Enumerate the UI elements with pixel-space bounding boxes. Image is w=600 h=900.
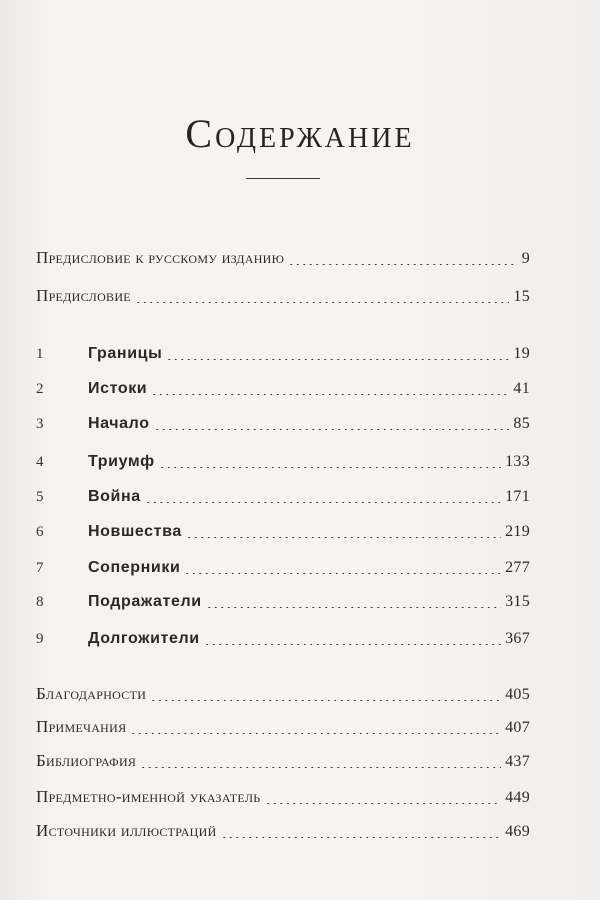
toc-entry-page: 469 <box>505 823 530 840</box>
toc-entry-label: Истоки <box>88 380 148 397</box>
chapter-number: 6 <box>36 524 44 540</box>
toc-entry-chapter-4[interactable] <box>88 451 530 473</box>
toc-entry-page: 407 <box>505 719 530 736</box>
leader-dots <box>150 700 501 701</box>
toc-entry-label: Начало <box>88 415 150 432</box>
toc-entry-page: 19 <box>513 345 530 362</box>
toc-entry-foreword[interactable] <box>36 285 530 308</box>
leader-dots <box>145 502 501 503</box>
toc-entry-label: Предисловие <box>36 286 131 305</box>
chapter-number: 1 <box>36 346 44 362</box>
toc-entry-label: Предисловие к русскому изданию <box>36 248 285 267</box>
toc-entry-foreword-russian[interactable] <box>36 247 530 270</box>
toc-entry-index[interactable] <box>36 786 530 809</box>
toc-entry-page: 171 <box>505 488 530 505</box>
toc-entry-label: Новшества <box>88 523 182 540</box>
toc-entry-page: 449 <box>505 789 530 806</box>
title-divider <box>246 178 320 179</box>
toc-entry-label: Триумф <box>88 453 155 470</box>
chapter-number: 2 <box>36 381 44 397</box>
toc-entry-chapter-7[interactable] <box>88 557 530 579</box>
toc-entry-label: Предметно-именной указатель <box>36 787 261 806</box>
chapter-number: 5 <box>36 489 44 505</box>
toc-entry-chapter-9[interactable] <box>88 628 530 650</box>
toc-entry-label: Библиография <box>36 751 137 770</box>
toc-entry-label: Границы <box>88 345 163 362</box>
toc-entry-chapter-8[interactable] <box>88 591 530 613</box>
toc-entry-label: Примечания <box>36 717 127 736</box>
toc-entry-bibliography[interactable] <box>36 750 530 773</box>
toc-entry-label: Долгожители <box>88 630 200 647</box>
toc-entry-label: Война <box>88 488 141 505</box>
leader-dots <box>186 537 501 538</box>
toc-entry-page: 15 <box>513 288 530 305</box>
toc-entry-page: 85 <box>513 415 530 432</box>
toc-entry-label: Соперники <box>88 559 181 576</box>
leader-dots <box>135 302 509 303</box>
toc-entry-chapter-1[interactable] <box>88 343 530 365</box>
leader-dots <box>151 394 509 395</box>
toc-entry-notes[interactable] <box>36 716 530 739</box>
toc-entry-label: Источники иллюстраций <box>36 821 217 840</box>
toc-entry-page: 133 <box>505 453 530 470</box>
page-title: Содержание <box>185 111 415 156</box>
toc-entry-chapter-5[interactable] <box>88 486 530 508</box>
chapter-number: 3 <box>36 416 44 432</box>
toc-entry-page: 367 <box>505 630 530 647</box>
toc-entry-page: 277 <box>505 559 530 576</box>
chapter-number: 8 <box>36 594 44 610</box>
chapter-number: 9 <box>36 631 44 647</box>
chapter-number: 7 <box>36 560 44 576</box>
toc-entry-chapter-2[interactable] <box>88 378 530 400</box>
leader-dots <box>140 767 501 768</box>
leader-dots <box>166 359 509 360</box>
toc-entry-page: 437 <box>505 753 530 770</box>
toc-entry-page: 9 <box>521 250 530 267</box>
leader-dots <box>184 573 501 574</box>
toc-entry-page: 219 <box>505 523 530 540</box>
toc-entry-label: Подражатели <box>88 593 202 610</box>
leader-dots <box>288 264 517 265</box>
chapter-number: 4 <box>36 454 44 470</box>
toc-entry-page: 41 <box>513 380 530 397</box>
leader-dots <box>130 733 501 734</box>
leader-dots <box>154 429 510 430</box>
leader-dots <box>159 467 501 468</box>
toc-entry-page: 405 <box>505 686 530 703</box>
toc-entry-label: Благодарности <box>36 684 147 703</box>
toc-entry-page: 315 <box>505 593 530 610</box>
leader-dots <box>206 607 501 608</box>
toc-entry-acknowledgements[interactable] <box>36 683 530 706</box>
toc-entry-illustration-sources[interactable] <box>36 820 530 843</box>
toc-entry-chapter-3[interactable] <box>88 413 530 435</box>
leader-dots <box>204 644 501 645</box>
leader-dots <box>221 837 502 838</box>
leader-dots <box>265 803 502 804</box>
toc-entry-chapter-6[interactable] <box>88 521 530 543</box>
